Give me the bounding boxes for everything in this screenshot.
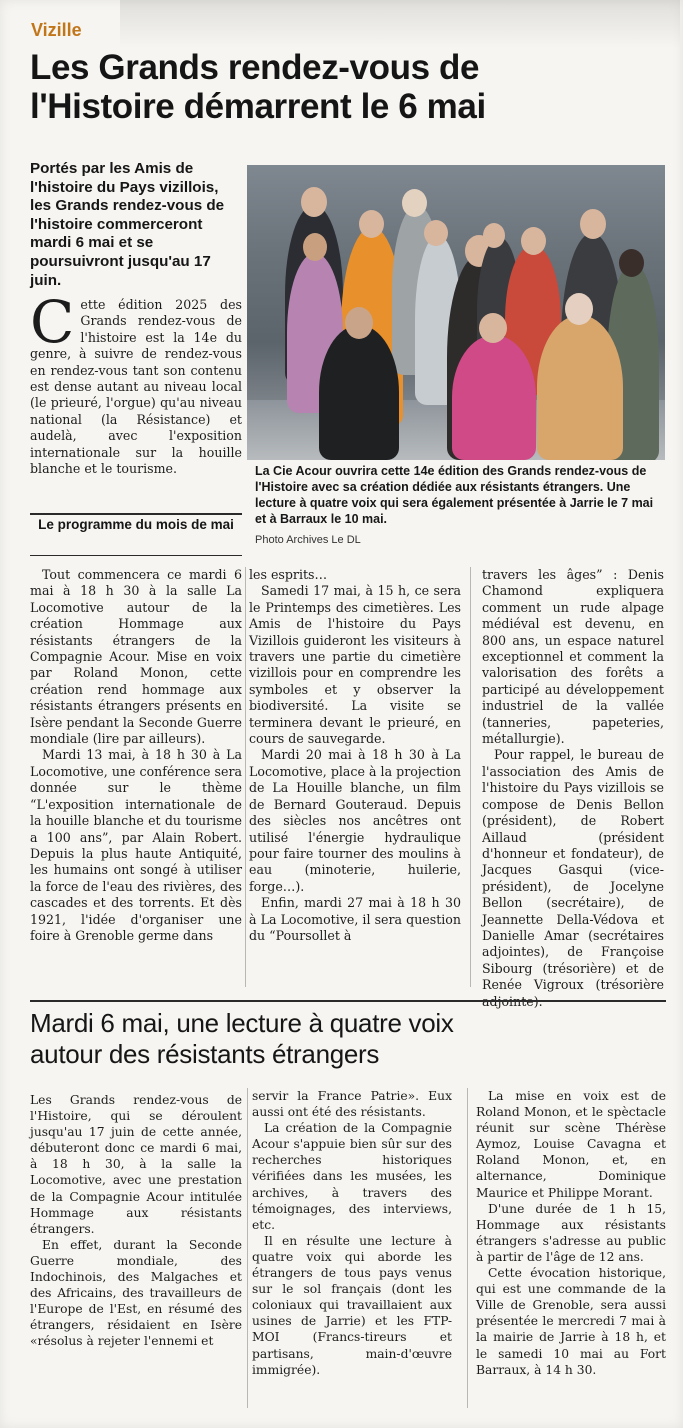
- photo-head: [619, 249, 644, 277]
- sidebar-column-2: [252, 1088, 452, 1378]
- headline-line-2: l'Histoire démarrent le 6 mai: [30, 87, 486, 126]
- photo-head: [359, 210, 384, 238]
- paragraph: les esprits…: [249, 567, 328, 582]
- photo-head: [521, 227, 546, 255]
- sidebar-column-3: [476, 1088, 666, 1378]
- article-headline: [30, 48, 670, 126]
- article-intro: [30, 288, 242, 477]
- paragraph: Mardi 13 mai, à 18 h 30 à La Locomotive, une conférence sera donnée sur le thème “L'exposition internationale de la houille blanche et du tourisme a 100 ans”, par Alain Robert. Depuis la plus haute Antiquité, les humains ont songé à utiliser la force de l'eau des rivières, des cascades et des torrents. Et dès 1921, l'idée d'organiser une foire à Grenoble germe dans: [30, 747, 242, 943]
- paragraph: Tout commencera ce mardi 6 mai à 18 h 30 à la salle La Locomotive autour de la création Hommage aux résistants étrangers de la Compagnie Acour. Mise en voix par Roland Monon, cette création rend hommage aux résistants étrangers présents en Isère pendant la Seconde Guerre mondiale (lire par ailleurs).: [30, 567, 242, 747]
- article-column-2: [249, 567, 461, 944]
- column-rule: [470, 567, 471, 987]
- paragraph: La création de la Compagnie Acour s'appuie bien sûr sur des recherches historiques vérifiées dans les musées, les archives, à travers des témoignages, des interviews, etc.: [252, 1121, 452, 1232]
- column-rule: [467, 1088, 468, 1408]
- group-photo: [247, 165, 665, 460]
- article-column-3: [482, 567, 664, 1010]
- sidebar-headline-line-2: autour des résistants étrangers: [30, 1039, 380, 1069]
- section-subhead: Le programme du mois de mai: [38, 517, 234, 532]
- paragraph: travers les âges” : Denis Chamond expliquera comment un rude alpage médiéval est devenu, en 800 ans, un espace naturel exceptionnel et comment la valorisation des forêts a participé au développement industriel de la vallée (tanneries, papeteries, métallurgie).: [482, 567, 664, 747]
- photo-head: [402, 189, 427, 217]
- photo-head: [345, 307, 373, 339]
- paragraph: En effet, durant la Seconde Guerre mondiale, des Indochinois, des Malgaches et des Africains, des travailleurs de l'Europe de l'Est, en résumé des étrangers, résidaient en Isère «résolus à rejeter l'ennemi et: [30, 1237, 242, 1349]
- paragraph: Cette évocation historique, qui est une commande de la Ville de Grenoble, sera aussi présentée le mercredi 7 mai à la mairie de Jarrie à 18 h, et le samedi 10 mai au Fort Barraux, à 14 h 30.: [476, 1266, 666, 1377]
- photo-head: [483, 223, 505, 248]
- article-kicker: Vizille: [31, 20, 82, 40]
- paragraph: La mise en voix est de Roland Monon, et le spèctacle réunit sur scène Thérèse Aymoz, Louise Cavagna et Roland Monon, et, en alternance, Dominique Maurice et Philippe Morant.: [476, 1089, 666, 1200]
- paragraph: Pour rappel, le bureau de l'association des Amis de l'histoire du Pays vizillois se compose de Denis Bellon (président), de Robert Aillaud (président d'honneur et fondateur), de Jacques Gasqui (vice-président), de Jocelyne Bellon (secrétaire), de Jeannette Della-Védova et Danielle Amar (secrétaires adjointes), de Françoise Sibourg (trésorière) et de Renée Vigroux (trésorière: [482, 747, 664, 993]
- section-divider: [30, 1000, 666, 1002]
- paragraph: Enfin, mardi 27 mai à 18 h 30 à La Locomotive, il sera question du “Poursollet à: [249, 895, 461, 943]
- paragraph: Il en résulte une lecture à quatre voix qui aborde les étrangers de tous pays venus sur le sol français (dont les coloniaux qui travaillaient aux usines de Jarrie) et les FTP-MOI (Francs-tireurs et partisans, main-d'œuvre immigrée).: [252, 1233, 452, 1377]
- photo-person: [319, 325, 399, 460]
- photo-head: [301, 187, 327, 217]
- photo-head: [424, 220, 448, 246]
- sidebar-headline: [30, 1008, 670, 1070]
- drop-cap: C: [30, 288, 75, 356]
- photo-credit: Photo Archives Le DL: [255, 534, 361, 546]
- photo-head: [580, 209, 606, 239]
- headline-line-1: Les Grands rendez-vous de: [30, 48, 480, 87]
- sidebar-column-1: [30, 1092, 242, 1350]
- article-lede: Portés par les Amis de l'histoire du Pays vizillois, les Grands rendez-vous de l'histoire commerceront mardi 6 mai et se poursuivront jusqu'au 17 juin.: [30, 160, 225, 289]
- column-rule: [247, 1088, 248, 1408]
- article-column-1: [30, 567, 242, 944]
- paragraph: D'une durée de 1 h 15, Hommage aux résistants étrangers s'adresse au public à partir de l'âge de 12 ans.: [476, 1201, 666, 1264]
- photo-head: [303, 233, 327, 261]
- photo-person: [452, 335, 536, 460]
- bleed-through-shadow: [120, 0, 680, 48]
- paragraph: servir la France Patrie». Eux aussi ont été des résistants.: [252, 1089, 452, 1120]
- photo-head: [565, 293, 593, 325]
- photo-person: [537, 315, 623, 460]
- paragraph: Samedi 17 mai, à 15 h, ce sera le Printemps des cimetières. Les Amis de l'histoire du Pays Vizillois guideront les visiteurs à travers une partie du cimetière vizillois pour en comprendre les symboles et y observer la biodiversité. La visite se terminera devant le prieuré, en cours de sauvegarde.: [249, 583, 461, 747]
- paragraph: Mardi 20 mai à 18 h 30 à La Locomotive, place à la projection de La Houille blanche, un film de Bernard Gouteraud. Depuis des siècles nos ancêtres ont utilisé l'énergie hydraulique pour faire tourner des moulins à eau (minoterie, huilerie, forge…).: [249, 747, 461, 894]
- sidebar-headline-line-1: Mardi 6 mai, une lecture à quatre voix: [30, 1008, 454, 1038]
- column-rule: [245, 567, 246, 987]
- photo-head: [479, 313, 507, 343]
- intro-text: ette édition 2025 des Grands rendez-vous de l'histoire est la 14e du genre, à suivre de rendez-vous en rendez-vous tant son contenu est dense autant au niveau local (le prieuré, l'orgue) qu'au niveau national (la Résistance) et audelà, avec l'exposition internationale sur la houille blanche et le tourisme.: [30, 297, 242, 477]
- photo-caption: La Cie Acour ouvrira cette 14e édition des Grands rendez-vous de l'Histoire avec sa création dédiée aux résistants étrangers. Une lecture à quatre voix qui sera également présentée à Jarrie le 7 mai et à Barraux le 10 mai.: [255, 464, 654, 526]
- paragraph: Les Grands rendez-vous de l'Histoire, qui se déroulent jusqu'au 17 juin de cette année, débuteront donc ce mardi 6 mai, à 18 h 30, à la salle la Locomotive, avec une prestation de la Compagnie Acour intitulée Hommage aux résistants étrangers.: [30, 1093, 242, 1236]
